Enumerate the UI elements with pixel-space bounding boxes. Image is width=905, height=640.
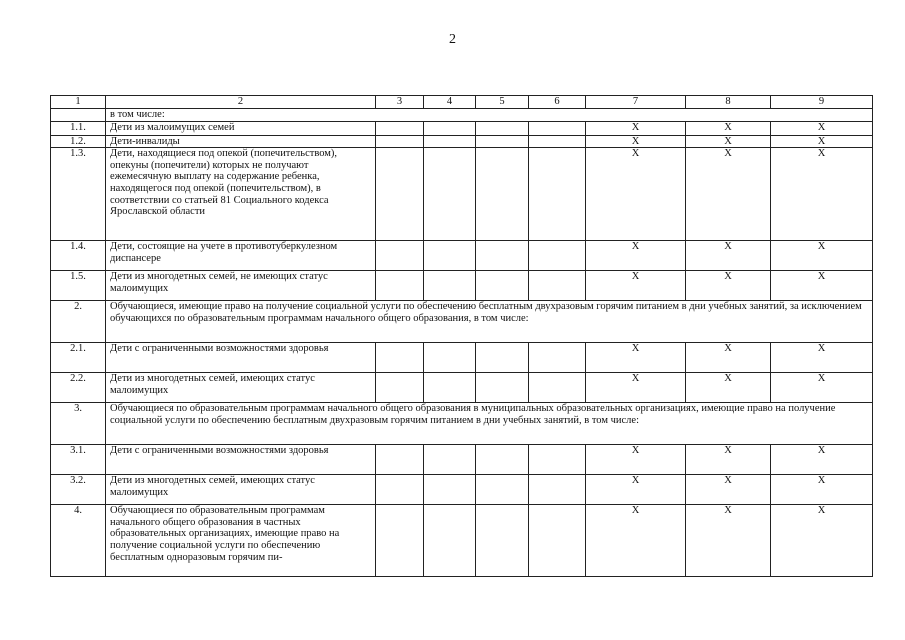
data-table xyxy=(50,95,873,577)
empty-cell xyxy=(424,475,476,505)
row-description: Дети-инвалиды xyxy=(106,135,376,148)
row-description: Дети из малоимущих семей xyxy=(106,121,376,135)
empty-cell xyxy=(376,505,424,577)
mark-cell: Х xyxy=(686,121,771,135)
mark-cell: Х xyxy=(586,343,686,373)
mark-cell: Х xyxy=(586,505,686,577)
empty-cell xyxy=(376,475,424,505)
mark-cell: Х xyxy=(686,135,771,148)
empty-cell xyxy=(376,135,424,148)
row-number: 3.1. xyxy=(51,445,106,475)
empty-cell xyxy=(476,271,529,301)
header-cell: 7 xyxy=(586,96,686,109)
empty-cell xyxy=(476,241,529,271)
table-row xyxy=(51,373,873,403)
mark-cell: Х xyxy=(586,445,686,475)
empty-cell xyxy=(529,505,586,577)
mark-cell: Х xyxy=(771,343,873,373)
empty-cell xyxy=(476,373,529,403)
table-row xyxy=(51,271,873,301)
header-cell: 3 xyxy=(376,96,424,109)
header-cell: 8 xyxy=(686,96,771,109)
table-row xyxy=(51,505,873,577)
row-number: 1.1. xyxy=(51,121,106,135)
empty-cell xyxy=(529,343,586,373)
empty-cell xyxy=(529,121,586,135)
table-row xyxy=(51,301,873,343)
table-row xyxy=(51,343,873,373)
mark-cell: Х xyxy=(771,505,873,577)
mark-cell: Х xyxy=(586,121,686,135)
empty-cell xyxy=(424,241,476,271)
empty-cell xyxy=(424,343,476,373)
row-number: 1.5. xyxy=(51,271,106,301)
empty-cell xyxy=(424,148,476,241)
mark-cell: Х xyxy=(686,505,771,577)
table-row xyxy=(51,135,873,148)
row-description: Обучающиеся по образовательным программам начального общего образования в муниципальных образовательных организациях, имеющие право на получение социальной услуги по обеспечению бесплатным двухразовым горячим питанием в дни учебных занятий, в том числе: xyxy=(106,403,873,445)
empty-cell xyxy=(529,373,586,403)
empty-cell xyxy=(424,271,476,301)
row-description: Дети, состоящие на учете в противотуберкулезном диспансере xyxy=(106,241,376,271)
mark-cell: Х xyxy=(686,475,771,505)
empty-cell xyxy=(376,343,424,373)
empty-cell xyxy=(424,121,476,135)
mark-cell: Х xyxy=(771,148,873,241)
empty-cell xyxy=(476,148,529,241)
mark-cell: Х xyxy=(686,373,771,403)
page-number: 2 xyxy=(449,32,456,47)
table-row xyxy=(51,109,873,122)
mark-cell: Х xyxy=(686,148,771,241)
row-number: 4. xyxy=(51,505,106,577)
mark-cell: Х xyxy=(686,445,771,475)
header-cell: 1 xyxy=(51,96,106,109)
empty-cell xyxy=(529,475,586,505)
empty-cell xyxy=(529,271,586,301)
mark-cell: Х xyxy=(586,148,686,241)
mark-cell: Х xyxy=(586,271,686,301)
empty-cell xyxy=(476,505,529,577)
empty-cell xyxy=(424,505,476,577)
row-description: Дети с ограниченными возможностями здоровья xyxy=(106,445,376,475)
table-body xyxy=(51,96,873,577)
mark-cell: Х xyxy=(771,445,873,475)
mark-cell: Х xyxy=(686,241,771,271)
empty-cell xyxy=(476,135,529,148)
row-number: 2.2. xyxy=(51,373,106,403)
empty-cell xyxy=(376,445,424,475)
table-row xyxy=(51,445,873,475)
header-cell: 6 xyxy=(529,96,586,109)
mark-cell: Х xyxy=(771,475,873,505)
table-row xyxy=(51,241,873,271)
empty-cell xyxy=(376,373,424,403)
empty-cell xyxy=(376,121,424,135)
empty-cell xyxy=(476,475,529,505)
empty-cell xyxy=(424,373,476,403)
mark-cell: Х xyxy=(586,373,686,403)
row-number: 1.2. xyxy=(51,135,106,148)
mark-cell: Х xyxy=(771,121,873,135)
header-cell: 9 xyxy=(771,96,873,109)
empty-cell xyxy=(529,445,586,475)
table-row xyxy=(51,121,873,135)
empty-cell xyxy=(476,121,529,135)
row-description: Дети с ограниченными возможностями здоровья xyxy=(106,343,376,373)
row-description: Обучающиеся, имеющие право на получение социальной услуги по обеспечению бесплатным двухразовым горячим питанием в дни учебных занятий, за исключением обучающихся по образовательным программам начального общего образования, в том числе: xyxy=(106,301,873,343)
row-description: Дети из многодетных семей, не имеющих статус малоимущих xyxy=(106,271,376,301)
header-cell: 5 xyxy=(476,96,529,109)
row-number: 2.1. xyxy=(51,343,106,373)
mark-cell: Х xyxy=(771,241,873,271)
empty-cell xyxy=(424,135,476,148)
empty-cell xyxy=(476,445,529,475)
row-number: 2. xyxy=(51,301,106,343)
empty-cell xyxy=(529,241,586,271)
empty-cell xyxy=(376,271,424,301)
header-cell: 4 xyxy=(424,96,476,109)
header-cell: 2 xyxy=(106,96,376,109)
row-description: Дети, находящиеся под опекой (попечительством), опекуны (попечители) которых не получают ежемесячную выплату на содержание ребенка, находящегося под опекой (попечительством), в соответствии со статьей 81 Социального кодекса Ярославской области xyxy=(106,148,376,241)
row-number: 3.2. xyxy=(51,475,106,505)
row-description: Обучающиеся по образовательным программам начального общего образования в частных образовательных организациях, имеющие право на получение социальной услуги по обеспечению бесплатным одноразовым горячим пи- xyxy=(106,505,376,577)
row-description: в том числе: xyxy=(106,109,873,122)
row-number: 1.4. xyxy=(51,241,106,271)
row-description: Дети из многодетных семей, имеющих статус малоимущих xyxy=(106,373,376,403)
table-row xyxy=(51,148,873,241)
row-number xyxy=(51,109,106,122)
empty-cell xyxy=(529,135,586,148)
row-description: Дети из многодетных семей, имеющих статус малоимущих xyxy=(106,475,376,505)
empty-cell xyxy=(529,148,586,241)
table-row xyxy=(51,475,873,505)
empty-cell xyxy=(476,343,529,373)
row-number: 1.3. xyxy=(51,148,106,241)
mark-cell: Х xyxy=(771,271,873,301)
mark-cell: Х xyxy=(771,373,873,403)
mark-cell: Х xyxy=(586,135,686,148)
empty-cell xyxy=(376,148,424,241)
mark-cell: Х xyxy=(686,271,771,301)
header-row xyxy=(51,96,873,109)
row-number: 3. xyxy=(51,403,106,445)
mark-cell: Х xyxy=(586,475,686,505)
mark-cell: Х xyxy=(686,343,771,373)
mark-cell: Х xyxy=(771,135,873,148)
table-row xyxy=(51,403,873,445)
empty-cell xyxy=(376,241,424,271)
empty-cell xyxy=(424,445,476,475)
mark-cell: Х xyxy=(586,241,686,271)
